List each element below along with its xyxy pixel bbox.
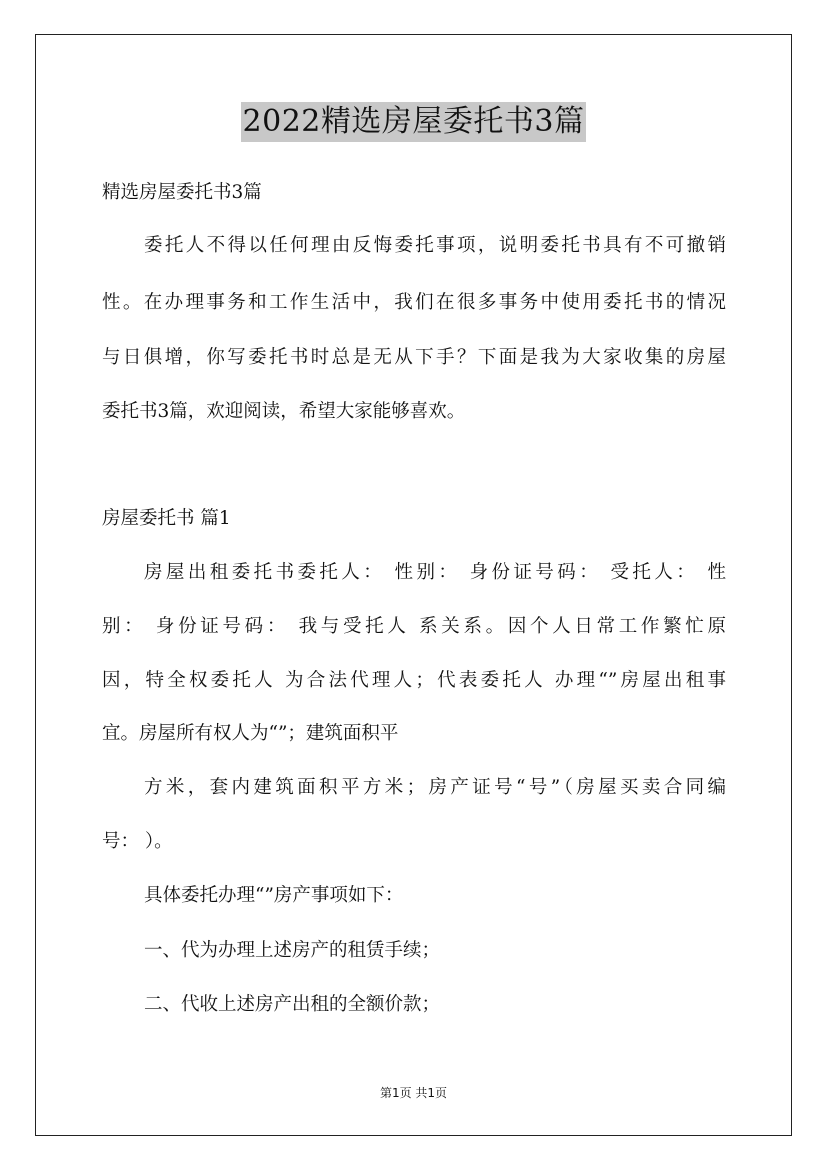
section-heading: 房屋委托书 篇1 [102, 508, 231, 529]
section-line: 具体委托办理“”房产事项如下： [144, 885, 404, 906]
section-line: 号： ）。 [102, 831, 173, 852]
section-line: 二、代收上述房产出租的全额价款； [144, 994, 441, 1015]
section-line: 方米，套内建筑面积平方米；房产证号“号”（房屋买卖合同编 [144, 777, 726, 798]
intro-line: 委托书3篇，欢迎阅读，希望大家能够喜欢。 [102, 401, 466, 422]
section-line: 房屋出租委托书委托人： 性别： 身份证号码： 受托人： 性 [144, 562, 726, 583]
section-line: 一、代为办理上述房产的租赁手续； [144, 940, 441, 961]
section-line: 因，特全权委托人 为合法代理人；代表委托人 办理“”房屋出租事 [102, 670, 726, 691]
intro-line: 委托人不得以任何理由反悔委托事项，说明委托书具有不可撤销 [144, 235, 726, 256]
page-footer: 第1页 共1页 [379, 1086, 448, 1100]
section-line: 别： 身份证号码： 我与受托人 系关系。因个人日常工作繁忙原 [102, 616, 726, 637]
intro-line: 与日俱增，你写委托书时总是无从下手？下面是我为大家收集的房屋 [102, 347, 726, 368]
subtitle: 精选房屋委托书3篇 [102, 182, 262, 203]
intro-line: 性。在办理事务和工作生活中，我们在很多事务中使用委托书的情况 [102, 292, 726, 313]
section-line: 宜。房屋所有权人为“”；建筑面积平 [102, 723, 399, 744]
title-wrap [0, 102, 827, 142]
document-title: 2022精选房屋委托书3篇 [241, 102, 587, 142]
